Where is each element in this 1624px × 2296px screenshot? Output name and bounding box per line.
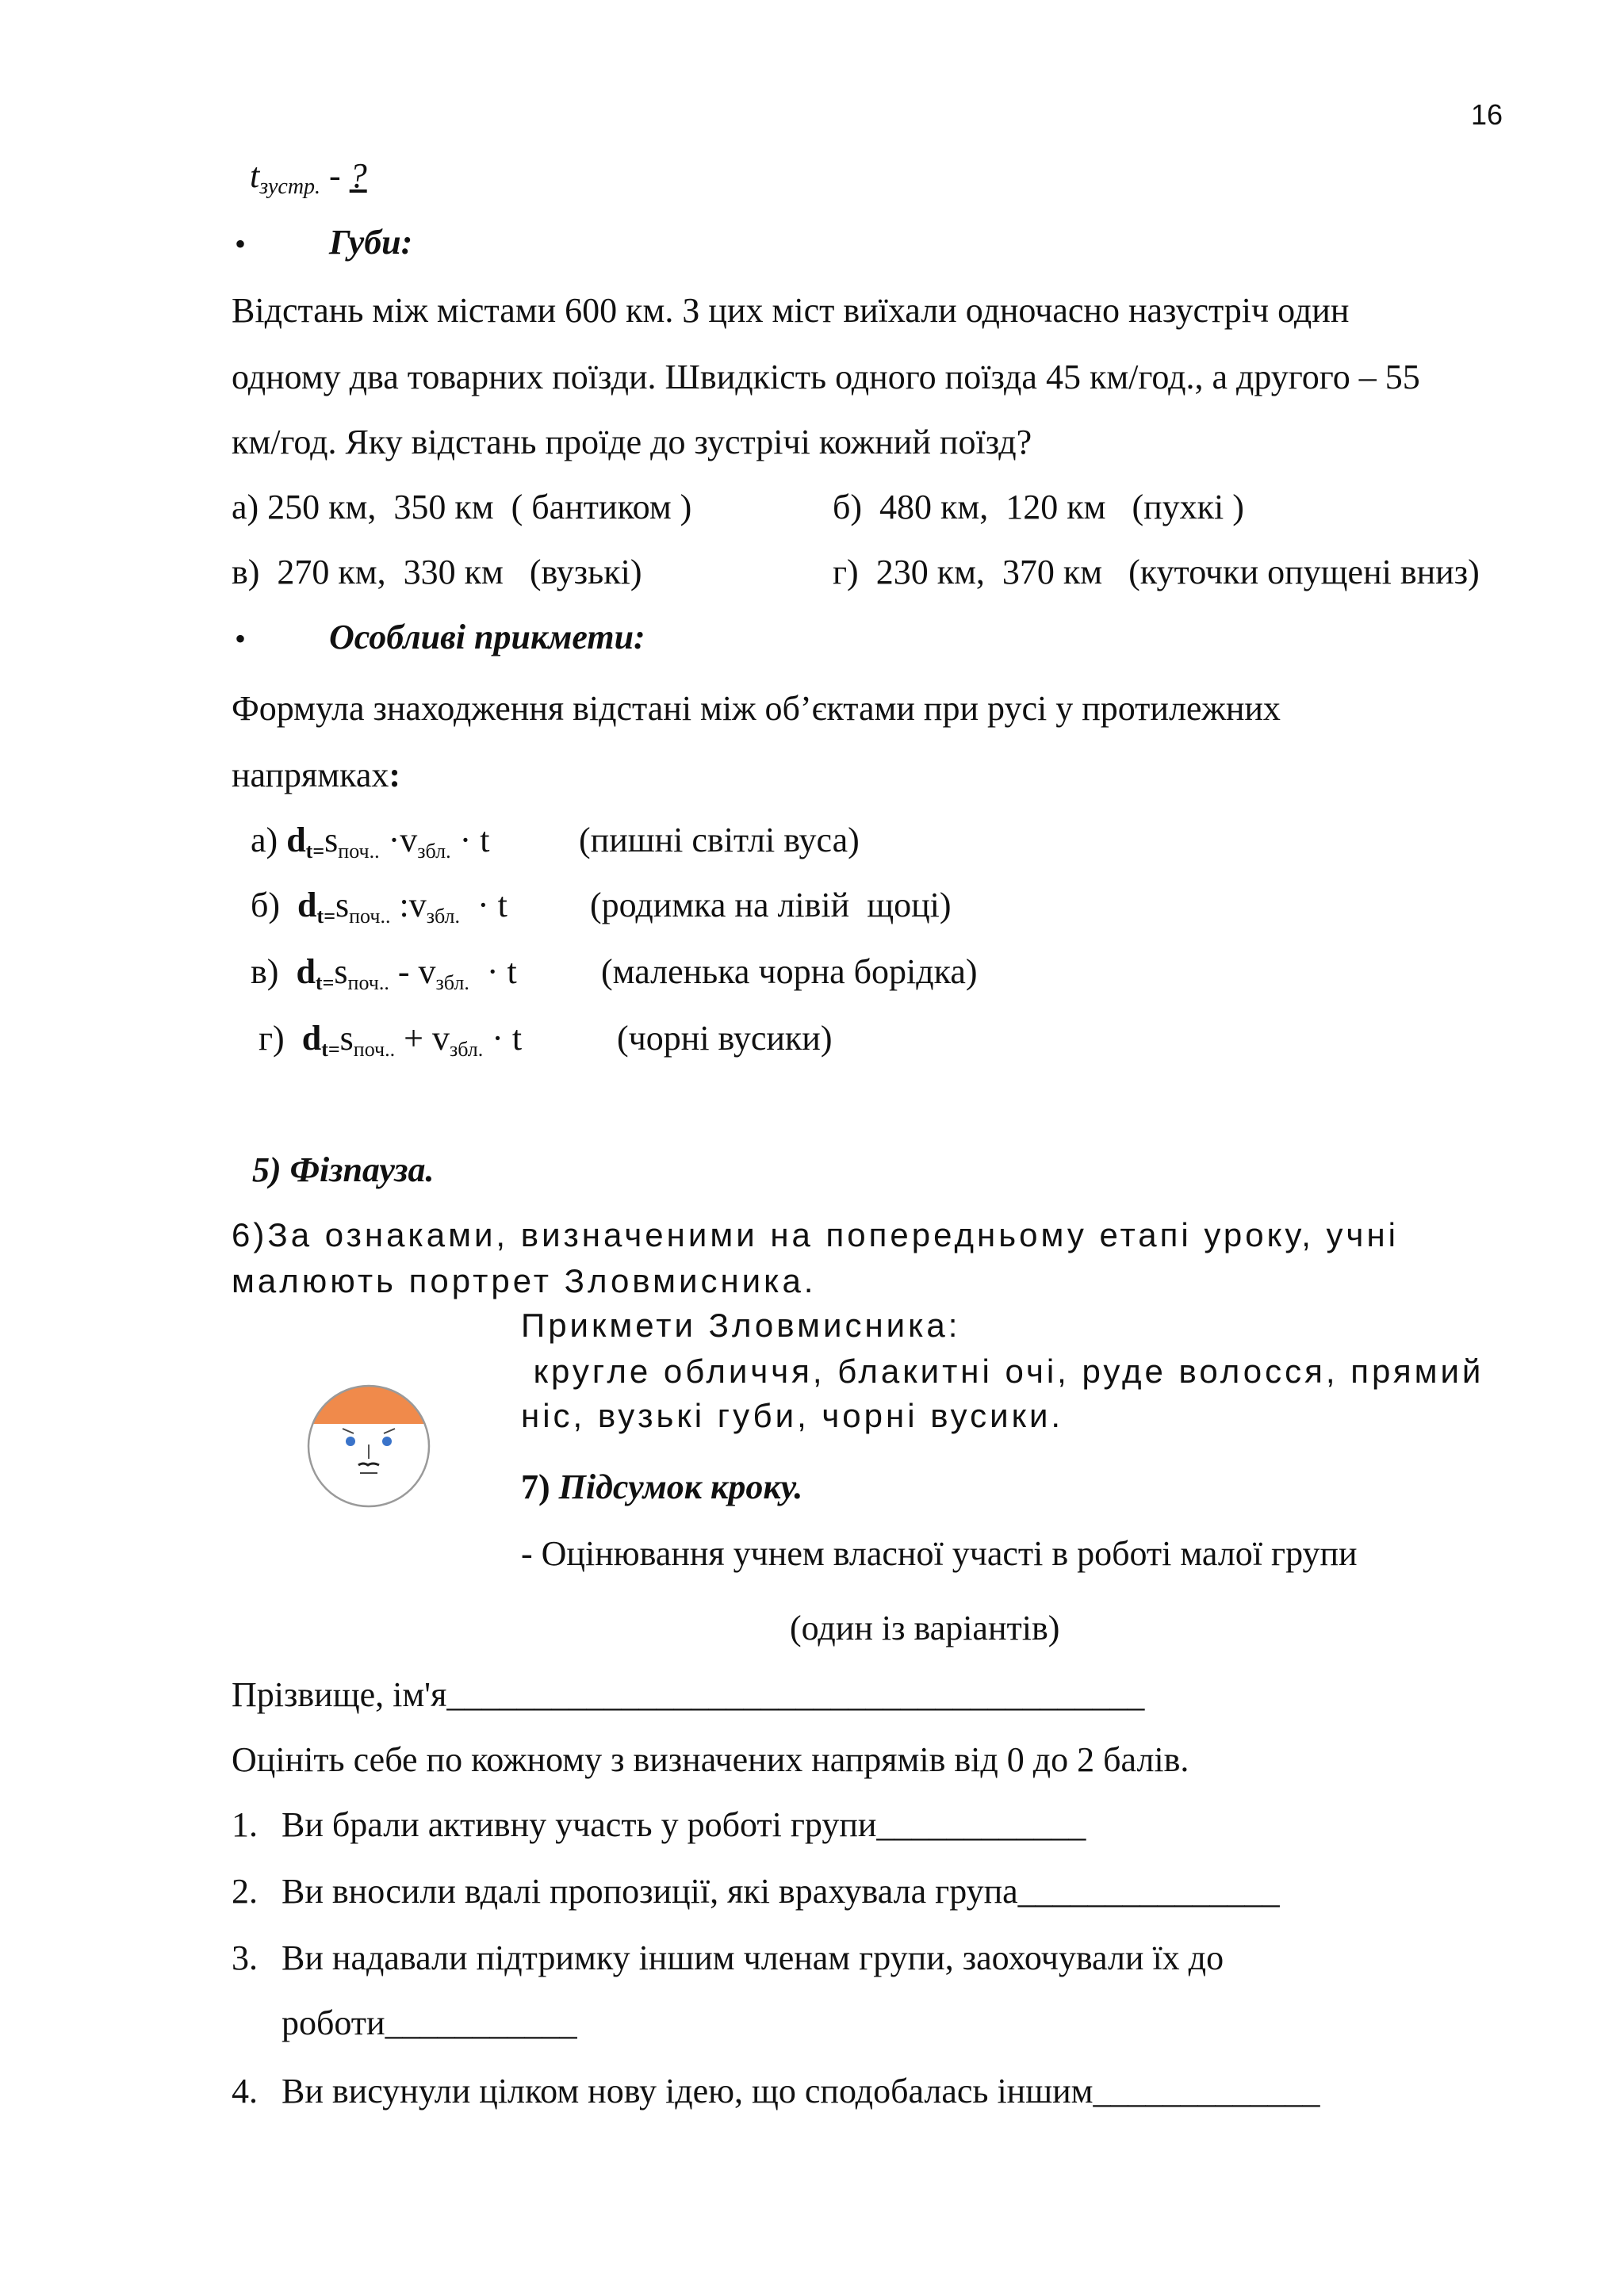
- signs-title: Прикмети Зловмисника:: [521, 1307, 961, 1344]
- moustache: [358, 1464, 379, 1465]
- features-text-line: Формула знаходження відстані між об’єктами при русі у протилежних: [232, 689, 1281, 728]
- bullet-icon: •: [235, 621, 247, 656]
- t-dash: -: [320, 156, 350, 195]
- form-item-text-cont: роботи___________: [282, 2003, 577, 2042]
- step7-variant: (один із варіантів): [790, 1609, 1060, 1647]
- lips-option-a: а) 250 км, 350 км ( бантиком ): [232, 488, 692, 526]
- form-item-text: Ви висунули цілком нову ідею, що сподобалась іншим_____________: [282, 2072, 1320, 2110]
- formula-b: б) $d_{t=}s_{поч..}$ $:v_{збл.} \cdot t$: [251, 886, 508, 928]
- step6-line: 6)За ознаками, визначеними на попередньому етапі уроку, учні: [232, 1216, 1399, 1253]
- left-eye: [346, 1437, 355, 1446]
- formula-d-hint: (чорні вусики): [617, 1019, 833, 1058]
- right-eye: [382, 1437, 392, 1446]
- step6-line: малюють портрет Зловмисника.: [232, 1262, 817, 1299]
- bullet-icon: •: [235, 226, 247, 262]
- lips-text-line: км/год. Яку відстань проїде до зустрічі кожний поїзд?: [232, 423, 1032, 461]
- form-item-text: Ви брали активну участь у роботі групи____________: [282, 1805, 1086, 1844]
- features-heading: Особливі прикмети:: [329, 618, 645, 656]
- form-item-num: 4.: [232, 2072, 258, 2110]
- formula-b-hint: (родимка на лівій щоці): [590, 886, 952, 924]
- lips-heading: Губи:: [329, 223, 413, 262]
- t-symbol: t: [250, 156, 260, 195]
- formula-a: а) $d_{t=}s_{поч..} \cdot v_{збл.} \cdot t$: [251, 821, 490, 863]
- form-instruction: Оцініть себе по кожному з визначених напрямів від 0 до 2 балів.: [232, 1740, 1189, 1779]
- name-line: Прізвище, ім'я________________________________________: [232, 1675, 1145, 1714]
- form-item-num: 2.: [232, 1872, 258, 1911]
- step7-heading: 7) Підсумок кроку.: [521, 1468, 803, 1506]
- step7-line: - Оцінювання учнем власної участі в роботі малої групи: [521, 1534, 1358, 1573]
- lips-option-c: в) 270 км, 330 км (вузькі): [232, 553, 642, 591]
- page-number: 16: [1471, 98, 1503, 131]
- lips-text-line: Відстань між містами 600 км. З цих міст виїхали одночасно назустріч один: [232, 291, 1350, 330]
- signs-line: кругле обличчя, блакитні очі, руде волосся, прямий: [521, 1353, 1484, 1390]
- formula-d: г) $d_{t=}s_{поч..} + v_{збл.} \cdot t$: [259, 1019, 523, 1061]
- t-question: ?: [349, 156, 367, 195]
- form-item-text: Ви вносили вдалі пропозиції, які врахувала група_______________: [282, 1872, 1280, 1911]
- formula-c-hint: (маленька чорна борідка): [601, 952, 978, 991]
- lips-text-line: одному два товарних поїзди. Швидкість одного поїзда 45 км/год., а другого – 55: [232, 358, 1420, 396]
- form-item-text: Ви надавали підтримку іншим членам групи, заохочували їх до: [282, 1938, 1224, 1977]
- formula-a-hint: (пишні світлі вуса): [579, 821, 860, 859]
- form-item-num: 1.: [232, 1805, 258, 1844]
- lips-option-d: г) 230 км, 370 км (куточки опущені вниз): [833, 553, 1480, 591]
- signs-line: ніс, вузькі губи, чорні вусики.: [521, 1397, 1064, 1434]
- hair-shape: [301, 1376, 436, 1424]
- form-item-num: 3.: [232, 1938, 258, 1977]
- t-meet-line: [250, 155, 367, 208]
- lips-option-b: б) 480 км, 120 км (пухкі ): [833, 488, 1244, 526]
- pause-heading: 5) Фізпауза.: [252, 1150, 435, 1189]
- features-text-line: напрямках:: [232, 756, 401, 794]
- formula-c: в) $d_{t=}s_{поч..} - v_{збл.} \cdot t$: [251, 952, 517, 994]
- t-subscript: зустр.: [259, 174, 321, 199]
- villain-face-drawing: [301, 1376, 436, 1510]
